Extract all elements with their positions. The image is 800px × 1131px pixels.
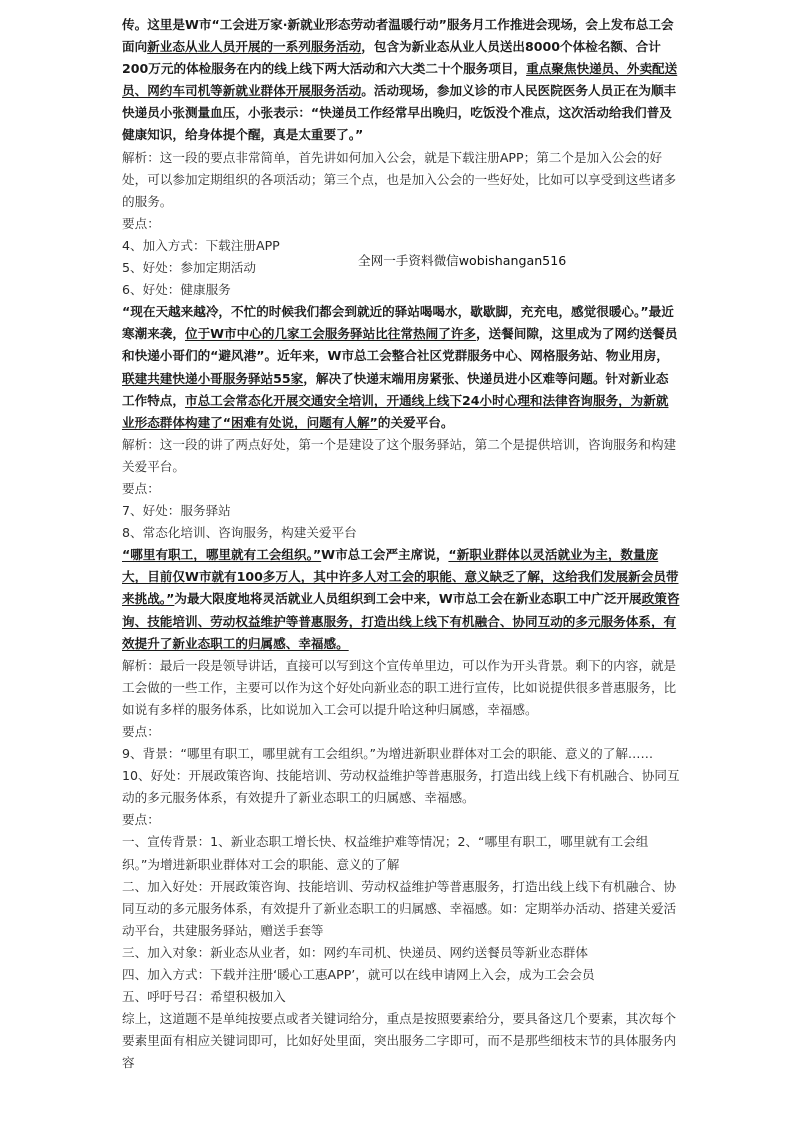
summary-item: 二、加入好处：开展政策咨询、技能培训、劳动权益维护等普惠服务，打造出线上线下有机融合、协同互动的多元服务体系，有效提升了新业态职工的归属感、幸福感。如：定期举办活动、搭建关爱活动平台，共建服务驿站，赠送手套等 <box>122 878 677 938</box>
point-item: 5、好处：参加定期活动 <box>122 260 256 276</box>
underlined-text: 市总工会常态化开展交通安全培训，开通线上线下24小时心理和法律咨询服务，为新就业形态群体构建了“困难有处说，问题有人解” <box>122 392 669 430</box>
points-label: 要点： <box>122 724 160 739</box>
text-run: ，送餐间隙，这里成为了网约送餐员和快递小哥们的“避风港”。近年来，W市总工会整合社区党群服务中心、网格服务站、物业用房， <box>122 326 678 364</box>
news-paragraph-3 <box>122 544 680 654</box>
underlined-text: “新职业群体以灵活就业为主，数量庞大，目前仅W市就有100多万人，其中许多人对工会的职能、意义缺乏了解，这给我们发展新会员带来挑战。” <box>122 547 679 607</box>
text-run: 。活动现场，参加义诊的市人民医院医务人员正在为顺丰快递员小张测量血压，小张表示：“快递员工作经常早出晚归，吃饭没个准点，这次活动给我们普及健康知识，给身体提个醒，真是太重要了。” <box>122 83 677 143</box>
text-run: 为最大限度地将灵活就业人员组织到工会中来，W市总工会在新业态职工中广泛开展 <box>174 591 642 607</box>
text-run: ，解决了快递末端用房紧张、快递员进小区难等问题。针对新业态工作特点， <box>122 370 669 408</box>
text-run: W市总工会严主席说， <box>321 547 449 563</box>
summary-item: 四、加入方式：下载并注册‘暖心工惠APP’，就可以在线申请网上入会，成为工会会员 <box>122 967 595 983</box>
news-paragraph-2 <box>122 301 680 434</box>
summary-label: 要点： <box>122 812 160 828</box>
underlined-text: 新业态从业人员开展的一系列服务活动 <box>147 39 362 55</box>
underlined-text: 位于W市中心的几家工会服务驿站比往常热闹了许多 <box>184 326 476 342</box>
underlined-text: 政策咨询、技能培训、劳动权益维护等普惠服务，打造出线上线下有机融合、协同互动的多元服务体系，有效提升了新业态职工的归属感、幸福感。 <box>122 591 680 651</box>
text-run: “现在天越来越冷，不忙的时候我们都会到就近的驿站喝喝水，歇歇脚，充充电，感觉很暖心。”最近寒潮来袭， <box>122 304 674 342</box>
point-item: 9、背景：“哪里有职工，哪里就有工会组织。”为增进新职业群体对工会的职能、意义的了解…… <box>122 746 654 762</box>
underlined-text: “哪里有职工，哪里就有工会组织。” <box>122 547 322 563</box>
underlined-text: 联建共建快递小哥服务驿站55家 <box>122 370 304 386</box>
summary-item: 三、加入对象：新业态从业者，如：网约车司机、快递员、网约送餐员等新业态群体 <box>122 944 588 960</box>
analysis-paragraph-2: 解析：这一段的讲了两点好处，第一个是建设了这个服务驿站，第二个是提供培训，咨询服务和构建关爱平台。 <box>122 436 677 474</box>
text-run: 传。这里是W市“工会进万家·新就业形态劳动者温暖行动”服务月工作推进会现场，会上发布总工会面向 <box>122 17 674 55</box>
news-paragraph-1 <box>122 14 680 147</box>
text-run: 的关爱平台。 <box>377 414 454 430</box>
point-item: 7、好处：服务驿站 <box>122 503 231 519</box>
analysis-paragraph-1: 解析：这一段的要点非常简单，首先讲如何加入公会，就是下载注册APP；第二个是加入公会的好处，可以参加定期组织的各项活动；第三个点，也是加入公会的一些好处，比如可以享受到这些诸多的服务。 <box>122 149 677 209</box>
point-item: 6、好处：健康服务 <box>122 282 231 298</box>
document-body <box>122 14 680 1075</box>
analysis-paragraph-3: 解析：最后一段是领导讲话，直接可以写到这个宣传单里边，可以作为开头背景。剩下的内容，就是工会做的一些工作，主要可以作为这个好处向新业态的职工进行宣传，比如说提供很多普惠服务，比如说有多样的服务体系，比如说加入工会可以提升哈这种归属感，幸福感。 <box>122 657 677 717</box>
points-label: 要点： <box>122 480 160 496</box>
conclusion-paragraph: 综上，这道题不是单纯按要点或者关键词给分，重点是按照要素给分，要具备这几个要素，其次每个要素里面有相应关键词即可，比如好处里面，突出服务二字即可，而不是那些细枝末节的具体服务内容 <box>122 1011 677 1071</box>
summary-item: 一、宣传背景：1、新业态职工增长快、权益维护难等情况；2、“哪里有职工，哪里就有工会组织。”为增进新职业群体对工会的职能、意义的了解 <box>122 834 649 872</box>
point-item: 8、常态化培训、咨询服务，构建关爱平台 <box>122 525 357 541</box>
points-label: 要点： <box>122 215 160 231</box>
point-item: 4、加入方式：下载注册APP <box>122 237 280 253</box>
summary-item: 五、呼吁号召：希望积极加入 <box>122 989 286 1005</box>
watermark-text: 全网一手资料微信wobishangan516 <box>358 253 567 268</box>
text-run: ，包含为新业态从业人员送出8000个体检名额、合计200万元的体检服务在内的线上线下两大活动和六大类二十个服务项目， <box>122 39 661 77</box>
underlined-text: 重点聚焦快递员、外卖配送员、网约车司机等新就业群体开展服务活动 <box>122 61 678 99</box>
point-item: 10、好处：开展政策咨询、技能培训、劳动权益维护等普惠服务，打造出线上线下有机融合、协同互动的多元服务体系，有效提升了新业态职工的归属感、幸福感。 <box>122 768 680 806</box>
